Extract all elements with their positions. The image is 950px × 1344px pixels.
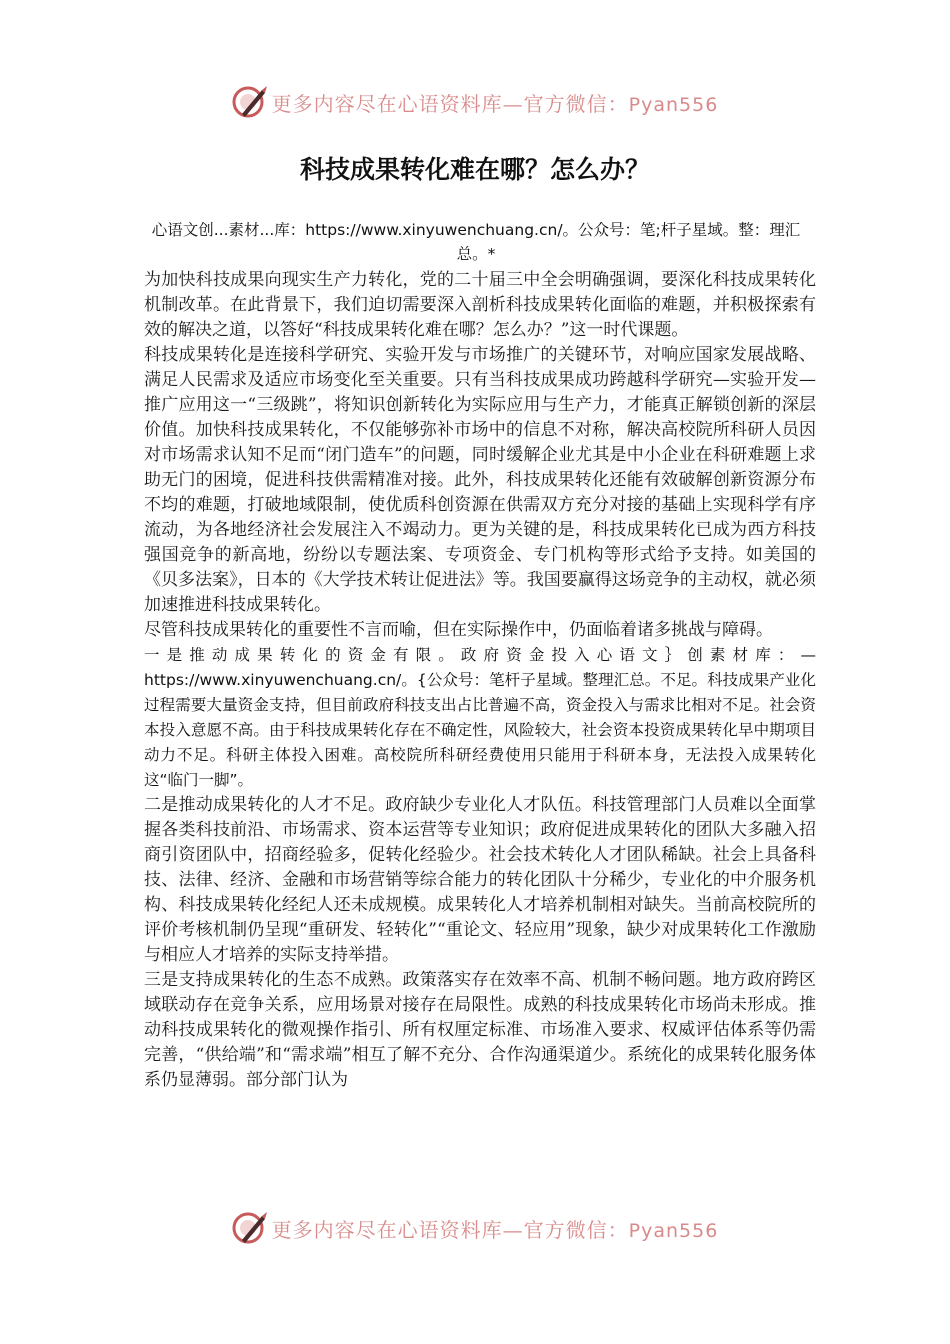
paragraph: 为加快科技成果向现实生产力转化，党的二十届三中全会明确强调，要深化科技成果转化机制改革。在此背景下，我们迫切需要深入剖析科技成果转化面临的难题，并积极探索有效的解决之道，以答好“科技成果转化难在哪？怎么办？”这一时代课题。 (144, 270, 816, 340)
wechat-id: Pyan556 (628, 1219, 719, 1242)
paragraph: 一是推动成果转化的资金有限。政府资金投入心语文｝创素材库：—https://www.xinyuwenchuang.cn/。{公众号：笔杆子星域。整理汇总。不足。科技成果产业化过程需要大量资金支持，但目前政府科技支出占比普遍不高，资金投入与需求比相对不足。社会资本投入意愿不高。由于科技成果转化存在不确定性，风险较大，社会资本投资成果转化早中期项目动力不足。科研主体投入困难。高校院所科研经费使用只能用于科研本身，无法投入成果转化这“临门一脚”。 (144, 646, 816, 789)
article-body (144, 268, 816, 1093)
paragraph: 尽管科技成果转化的重要性不言而喻，但在实际操作中，仍面临着诸多挑战与障碍。 (144, 620, 773, 640)
paragraph: 二是推动成果转化的人才不足。政府缺少专业化人才队伍。科技管理部门人员难以全面掌握各类科技前沿、市场需求、资本运营等专业知识；政府促进成果转化的团队大多融入招商引资团队中，招商经验多，促转化经验少。社会技术转化人才团队稀缺。社会上具备科技、法律、经济、金融和市场营销等综合能力的转化团队十分稀少，专业化的中介服务机构、科技成果转化经纪人还未成规模。成果转化人才培养机制相对缺失。当前高校院所的评价考核机制仍呈现“重研发、轻转化”“重论文、轻应用”现象，缺少对成果转化工作激励与相应人才培养的实际支持举措。 (144, 795, 816, 965)
source-line: 心语文创...素材...库：https://www.xinyuwenchuang.cn/。公众号：笔;杆子星域。整：理汇总。* (151, 221, 801, 263)
paragraph: 三是支持成果转化的生态不成熟。政策落实存在效率不高、机制不畅问题。地方政府跨区域联动存在竞争关系，应用场景对接存在局限性。成熟的科技成果转化市场尚未形成。推动科技成果转化的微观操作指引、所有权厘定标准、市场准入要求、权威评估体系等仍需完善，“供给端”和“需求端”相互了解不充分、合作沟通渠道少。系统化的成果转化服务体系仍显薄弱。部分部门认为 (144, 970, 816, 1090)
wechat-id: Pyan556 (628, 93, 719, 116)
footer-banner (0, 1208, 950, 1248)
paragraph: 科技成果转化是连接科学研究、实验开发与市场推广的关键环节，对响应国家发展战略、满足人民需求及适应市场变化至关重要。只有当科技成果成功跨越科学研究—实验开发—推广应用这一“三级跳”，将知识创新转化为实际应用与生产力，才能真正解锁创新的深层价值。加快科技成果转化，不仅能够弥补市场中的信息不对称，解决高校院所科研人员因对市场需求认知不足而“闭门造车”的问题，同时缓解企业尤其是中小企业在科研难题上求助无门的困境，促进科技供需精准对接。此外，科技成果转化还能有效破解创新资源分布不均的难题，打破地域限制，使优质科创资源在供需双方充分对接的基础上实现科学有序流动，为各地经济社会发展注入不竭动力。更为关键的是，科技成果转化已成为西方科技强国竞争的新高地，纷纷以专题法案、专项资金、专门机构等形式给予支持。如美国的《贝多法案》，日本的《大学技术转让促进法》等。我国要赢得这场竞争的主动权，就必须加速推进科技成果转化。 (144, 345, 816, 615)
brand-logo-icon (232, 84, 268, 120)
header-banner (0, 82, 950, 122)
banner-text: 更多内容尽在心语资料库—官方微信：Pyan556 (271, 1217, 719, 1242)
page-title: 科技成果转化难在哪？怎么办？ (299, 155, 650, 184)
banner-text: 更多内容尽在心语资料库—官方微信：Pyan556 (271, 91, 719, 116)
brand-logo-icon (232, 1210, 268, 1246)
